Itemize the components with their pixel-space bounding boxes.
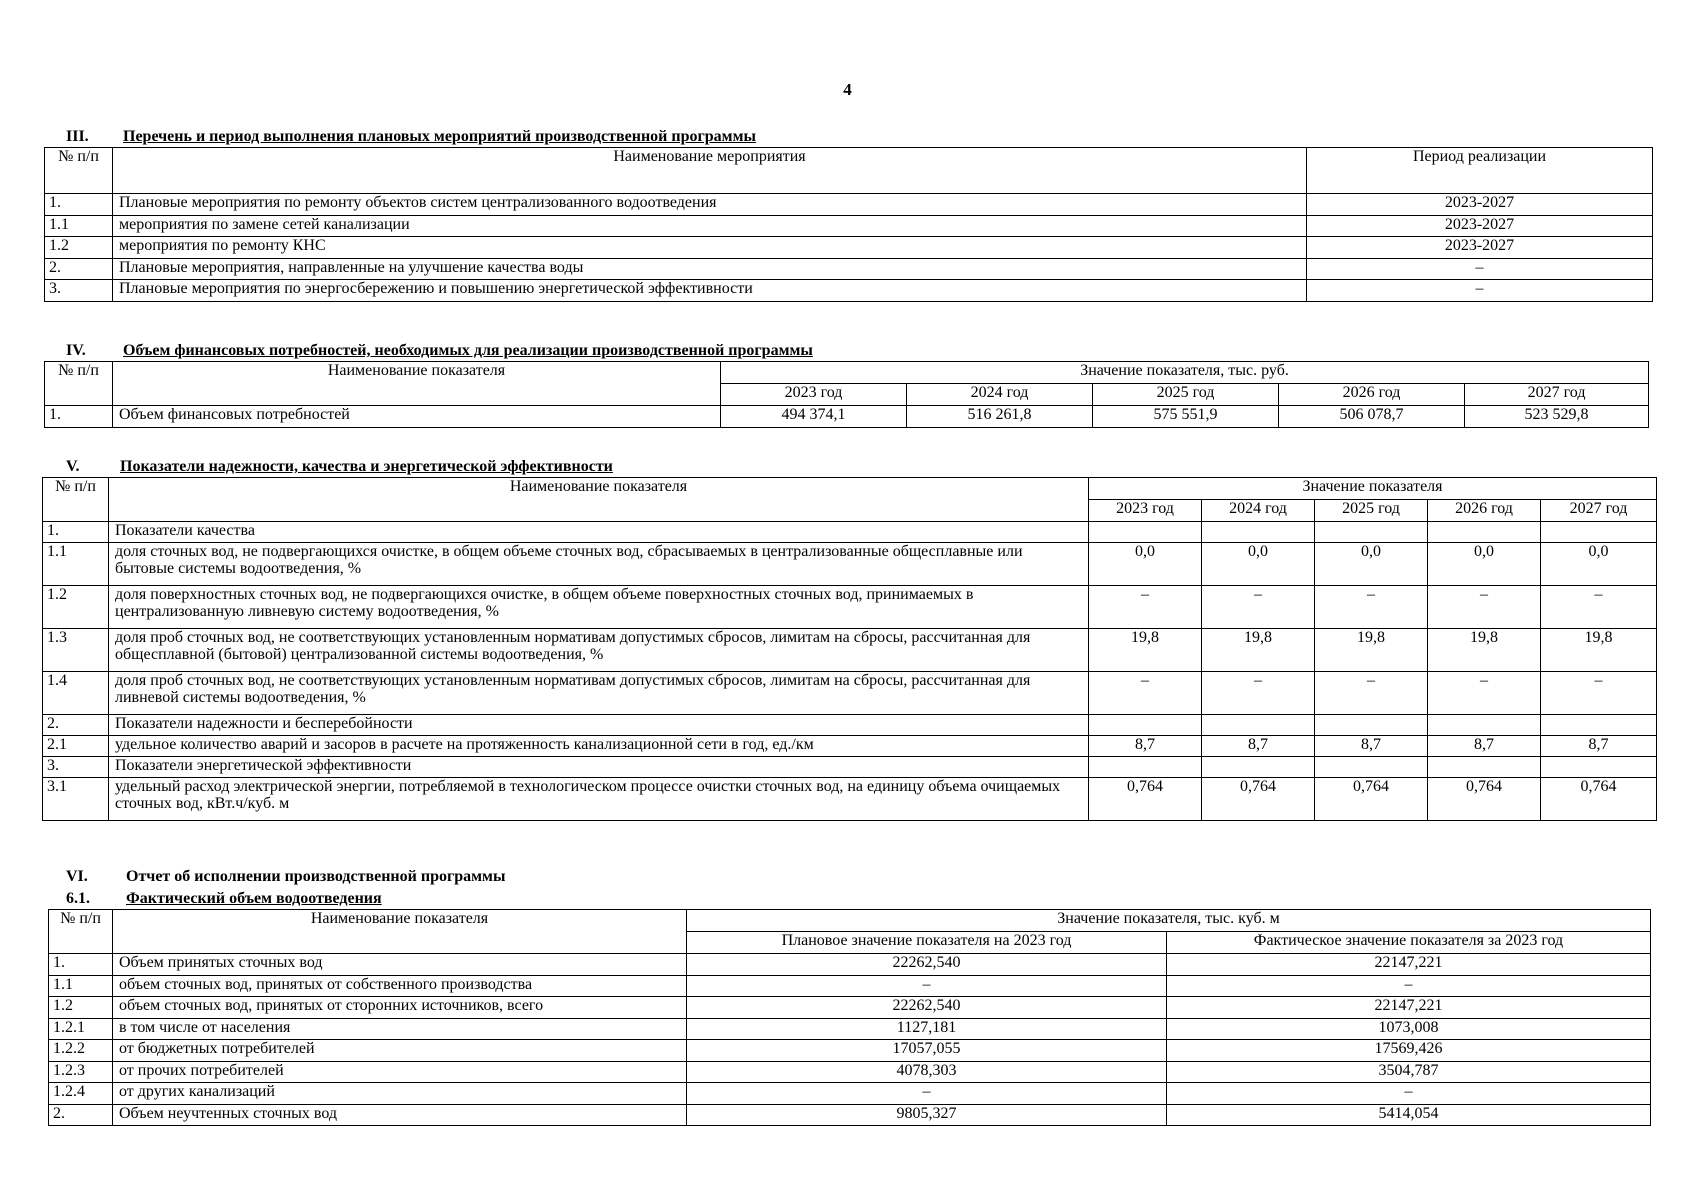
table-row: [43, 543, 1657, 586]
row-value: –: [1202, 672, 1315, 715]
row-indicator-name: Объем принятых сточных вод: [113, 954, 687, 976]
row-fact-value: 17569,426: [1167, 1040, 1651, 1062]
row-value: [1315, 522, 1428, 543]
table-row: [45, 215, 1653, 237]
table-row: [45, 194, 1653, 216]
row-period: 2023-2027: [1307, 215, 1653, 237]
table-row: [45, 258, 1653, 280]
table-header-row: [45, 148, 1653, 194]
table-header-row: [45, 362, 1649, 384]
header-num: № п/п: [49, 910, 113, 954]
row-indicator-name: от бюджетных потребителей: [113, 1040, 687, 1062]
wastewater-volume-table: [48, 909, 1651, 1126]
row-fact-value: 1073,008: [1167, 1018, 1651, 1040]
row-indicator-name: Показатели энергетической эффективности: [109, 757, 1089, 778]
row-num: 1.2.4: [49, 1083, 113, 1105]
row-fact-value: 3504,787: [1167, 1061, 1651, 1083]
row-plan-value: 17057,055: [687, 1040, 1167, 1062]
row-num: 1.2: [43, 586, 109, 629]
row-num: 3.1: [43, 778, 109, 821]
row-value: –: [1428, 672, 1541, 715]
section-5-number: V.: [66, 458, 80, 475]
table-row: [49, 975, 1651, 997]
row-value: 0,764: [1089, 778, 1202, 821]
row-period: 2023-2027: [1307, 237, 1653, 259]
row-value: 8,7: [1315, 736, 1428, 757]
row-num: 1.: [45, 194, 113, 216]
row-num: 2.: [45, 258, 113, 280]
row-num: 1.4: [43, 672, 109, 715]
row-indicator-name: Объем неучтенных сточных вод: [113, 1104, 687, 1126]
table-row: [43, 522, 1657, 543]
header-num: № п/п: [43, 478, 109, 522]
row-value: 0,0: [1541, 543, 1657, 586]
row-num: 1.1: [49, 975, 113, 997]
row-num: 1.: [45, 406, 113, 428]
row-num: 1.2: [45, 237, 113, 259]
section-6-1-title: Фактический объем водоотведения: [126, 890, 382, 907]
row-value: 0,0: [1315, 543, 1428, 586]
planned-activities-table: [44, 147, 1653, 302]
row-value: 506 078,7: [1279, 406, 1465, 428]
section-5-heading: [66, 458, 613, 476]
row-indicator-name: доля сточных вод, не подвергающихся очистке, в общем объеме сточных вод, сбрасываемых в централизованные общесплавные или бытовые системы водоотведения, %: [109, 543, 1089, 586]
table-row: [45, 237, 1653, 259]
row-num: 2.: [49, 1104, 113, 1126]
row-value: 523 529,8: [1465, 406, 1649, 428]
table-row: [45, 280, 1653, 302]
row-value: 0,0: [1089, 543, 1202, 586]
row-value: [1089, 715, 1202, 736]
header-indicator-name: Наименование показателя: [109, 478, 1089, 522]
row-value: [1315, 757, 1428, 778]
row-value: –: [1089, 586, 1202, 629]
row-value: [1089, 757, 1202, 778]
section-4-title: Объем финансовых потребностей, необходимых для реализации производственной программы: [123, 342, 813, 359]
table-row: [49, 1104, 1651, 1126]
header-year: 2024 год: [907, 384, 1093, 406]
header-year: 2025 год: [1093, 384, 1279, 406]
row-activity-name: мероприятия по ремонту КНС: [113, 237, 1307, 259]
row-num: 1.1: [43, 543, 109, 586]
table-row: [43, 736, 1657, 757]
header-year: 2023 год: [721, 384, 907, 406]
section-3-title: Перечень и период выполнения плановых мероприятий производственной программы: [123, 128, 756, 145]
row-value: –: [1428, 586, 1541, 629]
table-row: [43, 629, 1657, 672]
row-activity-name: Плановые мероприятия по ремонту объектов систем централизованного водоотведения: [113, 194, 1307, 216]
row-plan-value: 22262,540: [687, 997, 1167, 1019]
row-activity-name: Плановые мероприятия, направленные на улучшение качества воды: [113, 258, 1307, 280]
header-num: № п/п: [45, 362, 113, 406]
header-value-group: Значение показателя, тыс. руб.: [721, 362, 1649, 384]
page-number: 4: [843, 80, 852, 99]
section-4-number: IV.: [66, 342, 86, 359]
header-year: 2027 год: [1465, 384, 1649, 406]
row-activity-name: мероприятия по замене сетей канализации: [113, 215, 1307, 237]
row-plan-value: –: [687, 1083, 1167, 1105]
row-indicator-name: Показатели надежности и бесперебойности: [109, 715, 1089, 736]
row-value: –: [1315, 586, 1428, 629]
row-indicator-name: доля проб сточных вод, не соответствующих установленным нормативам допустимых сбросов, лимитам на сбросы, рассчитанная для ливневой системы водоотведения, %: [109, 672, 1089, 715]
row-indicator-name: в том числе от населения: [113, 1018, 687, 1040]
row-value: –: [1541, 672, 1657, 715]
header-year: 2023 год: [1089, 500, 1202, 522]
row-num: 1.3: [43, 629, 109, 672]
row-indicator-name: доля поверхностных сточных вод, не подвергающихся очистке, в общем объеме поверхностных сточных вод, принимаемых в централизованную ливневую систему водоотведения, %: [109, 586, 1089, 629]
row-fact-value: –: [1167, 1083, 1651, 1105]
row-plan-value: 9805,327: [687, 1104, 1167, 1126]
table-row: [43, 672, 1657, 715]
header-value-group: Значение показателя: [1089, 478, 1657, 500]
row-indicator-name: удельное количество аварий и засоров в расчете на протяженность канализационной сети в год, ед./км: [109, 736, 1089, 757]
section-6-1-number: 6.1.: [66, 890, 90, 907]
table-row: [49, 1040, 1651, 1062]
row-num: 1.2.2: [49, 1040, 113, 1062]
table-row: [49, 1018, 1651, 1040]
row-value: –: [1089, 672, 1202, 715]
row-value: 19,8: [1315, 629, 1428, 672]
row-fact-value: 5414,054: [1167, 1104, 1651, 1126]
row-num: 1.2.1: [49, 1018, 113, 1040]
row-value: [1428, 757, 1541, 778]
header-year: 2027 год: [1541, 500, 1657, 522]
row-value: 19,8: [1089, 629, 1202, 672]
row-value: 0,0: [1428, 543, 1541, 586]
header-value-group: Значение показателя, тыс. куб. м: [687, 910, 1651, 932]
row-plan-value: 22262,540: [687, 954, 1167, 976]
table-row: [49, 954, 1651, 976]
header-plan: Плановое значение показателя на 2023 год: [687, 932, 1167, 954]
row-value: –: [1541, 586, 1657, 629]
row-value: [1089, 522, 1202, 543]
row-indicator-name: Показатели качества: [109, 522, 1089, 543]
table-row: [43, 715, 1657, 736]
row-value: 19,8: [1428, 629, 1541, 672]
row-value: [1202, 757, 1315, 778]
row-value: [1541, 522, 1657, 543]
section-3-heading: [66, 128, 756, 146]
table-row: [43, 586, 1657, 629]
row-plan-value: 4078,303: [687, 1061, 1167, 1083]
section-6-title: Отчет об исполнении производственной программы: [126, 868, 506, 885]
row-num: 2.1: [43, 736, 109, 757]
row-fact-value: 22147,221: [1167, 954, 1651, 976]
row-value: 8,7: [1541, 736, 1657, 757]
row-num: 1.: [43, 522, 109, 543]
reliability-quality-table: [42, 477, 1657, 821]
row-num: 3.: [45, 280, 113, 302]
row-period: 2023-2027: [1307, 194, 1653, 216]
row-value: 0,0: [1202, 543, 1315, 586]
row-value: –: [1315, 672, 1428, 715]
table-row: [49, 1061, 1651, 1083]
row-num: 1.2: [49, 997, 113, 1019]
row-num: 2.: [43, 715, 109, 736]
section-3-number: III.: [66, 128, 89, 145]
row-indicator-name: удельный расход электрической энергии, потребляемой в технологическом процессе очистки сточных вод, на единицу объема очищаемых сточных вод, кВт.ч/куб. м: [109, 778, 1089, 821]
header-year: 2026 год: [1279, 384, 1465, 406]
section-6-heading: [66, 868, 506, 886]
row-plan-value: –: [687, 975, 1167, 997]
row-value: 575 551,9: [1093, 406, 1279, 428]
row-indicator-name: от других канализаций: [113, 1083, 687, 1105]
section-6-1-heading: [66, 890, 382, 908]
row-value: [1428, 522, 1541, 543]
table-row: [49, 997, 1651, 1019]
row-value: 19,8: [1541, 629, 1657, 672]
header-num: № п/п: [45, 148, 113, 194]
row-name: Объем финансовых потребностей: [113, 406, 721, 428]
header-year: 2026 год: [1428, 500, 1541, 522]
row-value: 516 261,8: [907, 406, 1093, 428]
row-value: 0,764: [1202, 778, 1315, 821]
row-fact-value: 22147,221: [1167, 997, 1651, 1019]
header-indicator-name: Наименование показателя: [113, 362, 721, 406]
header-fact: Фактическое значение показателя за 2023 год: [1167, 932, 1651, 954]
row-value: –: [1202, 586, 1315, 629]
row-value: [1541, 715, 1657, 736]
table-header-row: [49, 910, 1651, 932]
row-num: 1.1: [45, 215, 113, 237]
row-value: 494 374,1: [721, 406, 907, 428]
section-5-title: Показатели надежности, качества и энергетической эффективности: [120, 458, 613, 475]
row-value: 0,764: [1315, 778, 1428, 821]
header-period: Период реализации: [1307, 148, 1653, 194]
row-num: 1.: [49, 954, 113, 976]
row-indicator-name: объем сточных вод, принятых от собственного производства: [113, 975, 687, 997]
row-value: 8,7: [1202, 736, 1315, 757]
row-value: [1315, 715, 1428, 736]
row-value: 8,7: [1428, 736, 1541, 757]
row-indicator-name: от прочих потребителей: [113, 1061, 687, 1083]
header-year: 2024 год: [1202, 500, 1315, 522]
row-num: 3.: [43, 757, 109, 778]
row-value: 8,7: [1089, 736, 1202, 757]
row-indicator-name: доля проб сточных вод, не соответствующих установленным нормативам допустимых сбросов, лимитам на сбросы, рассчитанная для общесплавной (бытовой) централизованной системы водоотведения, %: [109, 629, 1089, 672]
row-period: –: [1307, 280, 1653, 302]
financial-needs-table: [44, 361, 1649, 428]
row-value: [1202, 522, 1315, 543]
section-4-heading: [66, 342, 813, 360]
table-header-row: [43, 478, 1657, 500]
row-period: –: [1307, 258, 1653, 280]
row-activity-name: Плановые мероприятия по энергосбережению и повышению энергетической эффективности: [113, 280, 1307, 302]
row-value: 0,764: [1428, 778, 1541, 821]
row-plan-value: 1127,181: [687, 1018, 1167, 1040]
row-indicator-name: объем сточных вод, принятых от сторонних источников, всего: [113, 997, 687, 1019]
row-value: [1202, 715, 1315, 736]
table-row: [43, 778, 1657, 821]
row-num: 1.2.3: [49, 1061, 113, 1083]
header-year: 2025 год: [1315, 500, 1428, 522]
row-value: 0,764: [1541, 778, 1657, 821]
table-row: [49, 1083, 1651, 1105]
table-row: [43, 757, 1657, 778]
row-fact-value: –: [1167, 975, 1651, 997]
header-activity-name: Наименование мероприятия: [113, 148, 1307, 194]
row-value: [1428, 715, 1541, 736]
section-6-number: VI.: [66, 868, 88, 885]
row-value: 19,8: [1202, 629, 1315, 672]
table-row: [45, 406, 1649, 428]
row-value: [1541, 757, 1657, 778]
header-indicator-name: Наименование показателя: [113, 910, 687, 954]
